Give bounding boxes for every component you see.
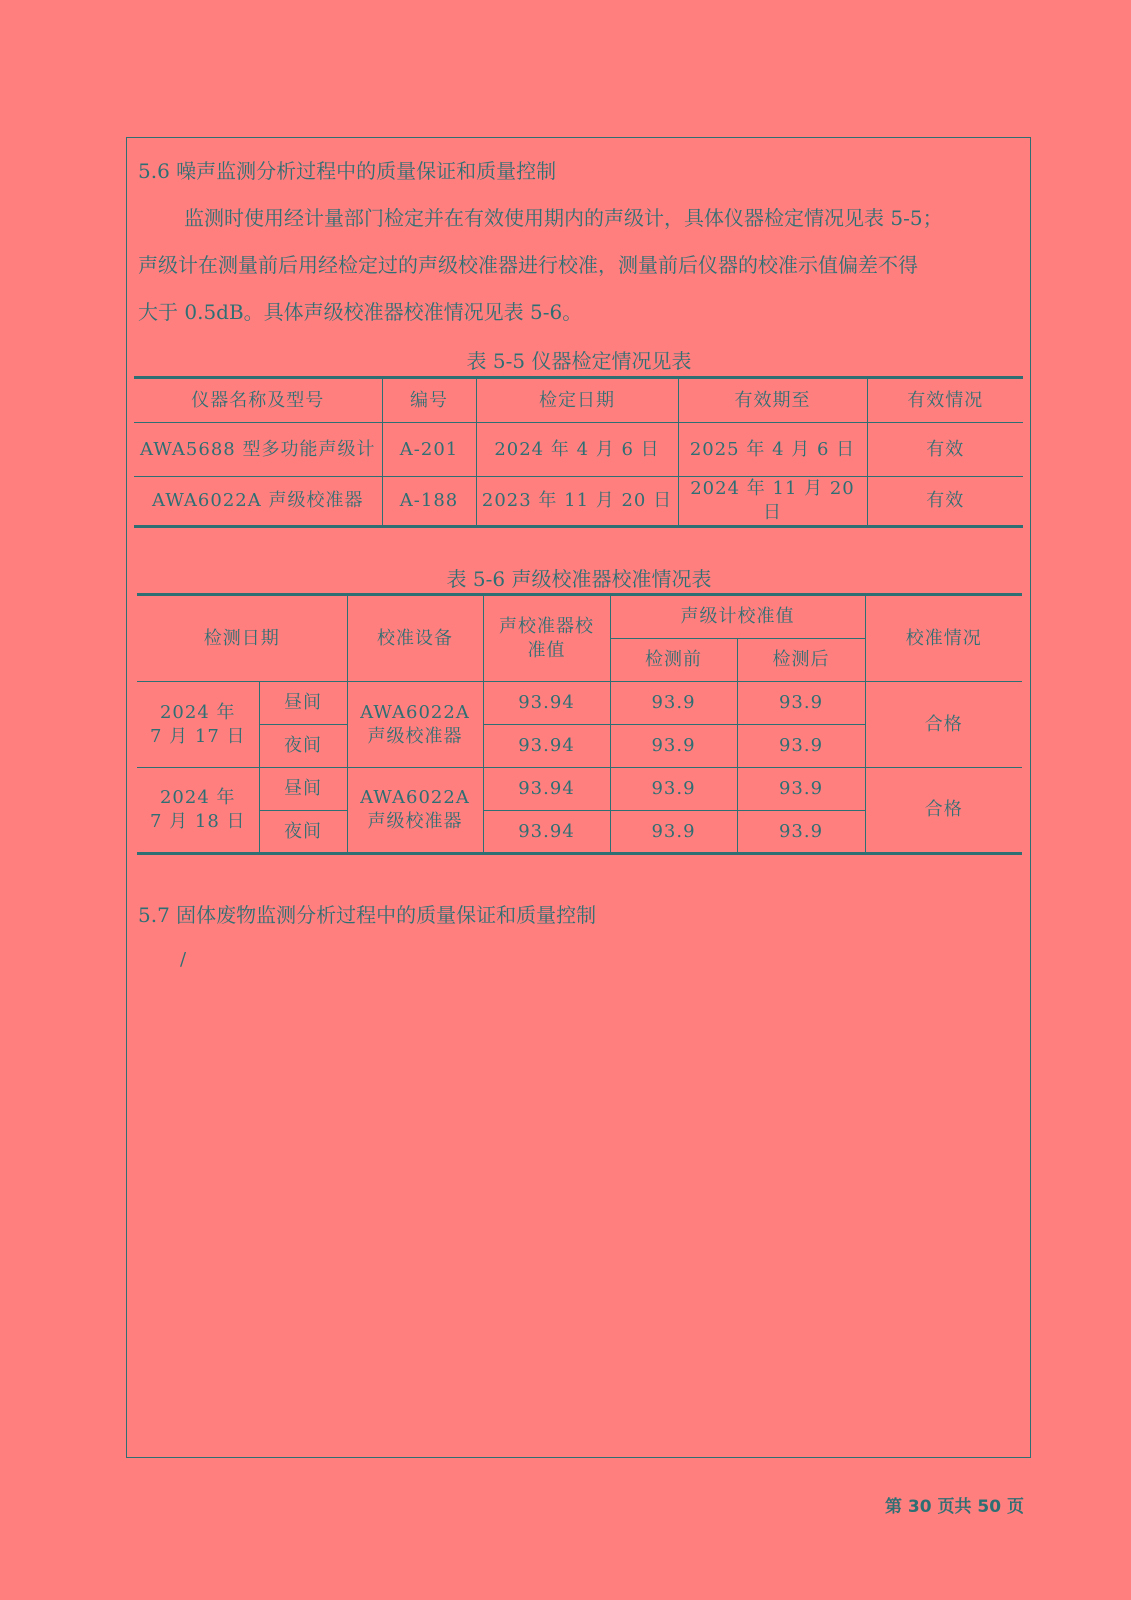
cell-after: 93.9 [737,682,865,725]
table-header-row [137,595,1022,639]
section-5-7-content: / [180,949,187,970]
cell-status: 合格 [865,682,1022,768]
cell-device [347,768,483,854]
cell-before: 93.9 [610,725,737,768]
cell-before: 93.9 [610,811,737,854]
device-line-1: AWA6022A [360,701,470,723]
header-meter-value: 声级计校准值 [610,595,865,639]
cell-after: 93.9 [737,811,865,854]
paragraph-line-1: 监测时使用经计量部门检定并在有效使用期内的声级计，具体仪器检定情况见表 5-5； [184,206,943,230]
header-status: 校准情况 [865,595,1022,682]
table-header-row [134,378,1023,423]
cell-calibrator: 93.94 [483,768,610,811]
date-line-1: 2024 年 [159,701,236,723]
cell-after: 93.9 [737,768,865,811]
table-row [137,682,1022,725]
table-5-5-caption: 表 5-5 仪器检定情况见表 [466,349,692,373]
table-row [134,477,1023,527]
header-number: 编号 [382,378,476,423]
table-5-6-caption: 表 5-6 声级校准器校准情况表 [446,567,712,591]
paragraph-line-2: 声级计在测量前后用经检定过的声级校准器进行校准，测量前后仪器的校准示值偏差不得 [138,253,918,277]
device-line-2: 声级校准器 [367,725,463,747]
cell-instrument: AWA5688 型多功能声级计 [134,423,382,477]
header-valid-until: 有效期至 [678,378,867,423]
header-instrument: 仪器名称及型号 [134,378,382,423]
cell-validity: 有效 [867,423,1023,477]
header-date: 检测日期 [137,595,347,682]
cell-verification-date: 2024 年 4 月 6 日 [476,423,678,477]
header-before: 检测前 [610,639,737,682]
cell-number: A-201 [382,423,476,477]
header-after: 检测后 [737,639,865,682]
cell-instrument: AWA6022A 声级校准器 [134,477,382,527]
cell-number: A-188 [382,477,476,527]
header-calibrator-value: 声校准器校准值 [483,595,610,682]
cell-validity: 有效 [867,477,1023,527]
cell-period: 夜间 [259,811,347,854]
header-verification-date: 检定日期 [476,378,678,423]
section-5-7-title: 5.7 固体废物监测分析过程中的质量保证和质量控制 [138,903,597,927]
cell-period: 夜间 [259,725,347,768]
date-line-1: 2024 年 [159,787,236,808]
date-line-2: 7 月 18 日 [149,811,246,832]
cell-before: 93.9 [610,682,737,725]
cell-valid-until: 2024 年 11 月 20 日 [678,477,867,527]
table-row [134,423,1023,477]
cell-after: 93.9 [737,725,865,768]
cell-device [347,682,483,768]
table-5-5 [134,376,1023,528]
date-line-2: 7 月 17 日 [149,725,246,747]
cell-calibrator: 93.94 [483,725,610,768]
cell-verification-date: 2023 年 11 月 20 日 [476,477,678,527]
paragraph-line-3: 大于 0.5dB。具体声级校准器校准情况见表 5-6。 [138,300,583,324]
cell-calibrator: 93.94 [483,682,610,725]
cell-before: 93.9 [610,768,737,811]
cell-status: 合格 [865,768,1022,854]
section-5-6-title: 5.6 噪声监测分析过程中的质量保证和质量控制 [138,159,557,183]
cell-period: 昼间 [259,682,347,725]
cell-date [137,682,259,768]
header-device: 校准设备 [347,595,483,682]
header-validity: 有效情况 [867,378,1023,423]
cell-period: 昼间 [259,768,347,811]
page-number: 第 30 页共 50 页 [885,1497,1024,1517]
device-line-1: AWA6022A [360,787,470,808]
cell-valid-until: 2025 年 4 月 6 日 [678,423,867,477]
cell-date [137,768,259,854]
device-line-2: 声级校准器 [367,811,463,832]
table-5-6 [137,593,1022,855]
table-row [137,768,1022,811]
cell-calibrator: 93.94 [483,811,610,854]
